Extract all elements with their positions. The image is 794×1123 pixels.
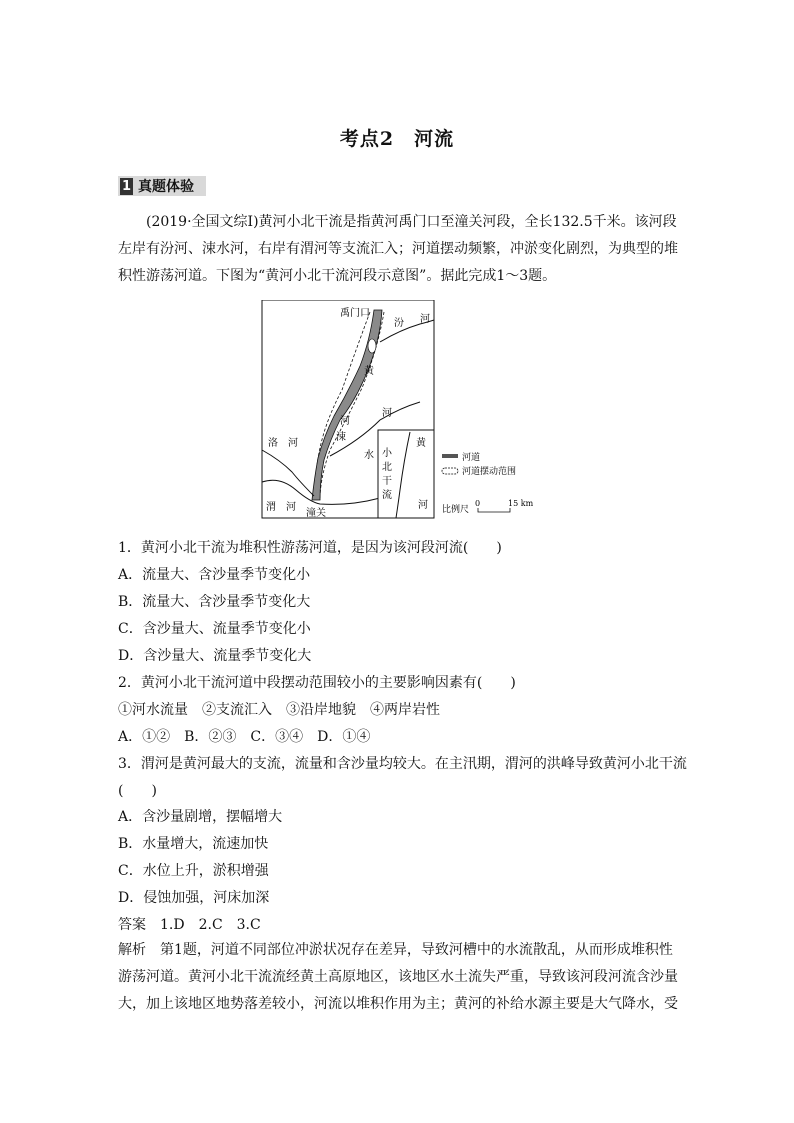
map-label-fen: 河 (420, 314, 430, 325)
map-label-yumenkou: 禹门口 (340, 308, 370, 319)
section-header (118, 176, 206, 196)
scale-bar (478, 508, 510, 512)
inset-label: 北 (382, 462, 392, 473)
analysis-line: 大，加上该地区地势落差较小，河流以堆积作用为主；黄河的补给水源主要是大气降水，受 (118, 996, 678, 1012)
map-label-shui: 河 (382, 408, 392, 419)
legend-channel: 河道 (462, 453, 481, 463)
analysis-paragraph (118, 937, 678, 1018)
scale-end: 15 km (508, 499, 534, 508)
yellow-river-channel (312, 310, 382, 500)
question-3-option-d: D．侵蚀加强，河床加深 (118, 890, 270, 906)
analysis-line: 解析 第1题，河道不同部位冲淤状况存在差异，导致河槽中的水流散乱，从而形成堆积性 (118, 942, 673, 958)
yellow-river-map (260, 300, 540, 520)
analysis-line: 游荡河道。黄河小北干流流经黄土高原地区，该地区水土流失严重，导致该河段河流含沙量 (118, 969, 678, 985)
section-label: 真题体验 (138, 179, 194, 195)
inset-label: 干 (382, 476, 392, 487)
intro-paragraph (118, 209, 678, 290)
map-label-fen: 汾 (394, 318, 404, 329)
question-1-option-d: D．含沙量大、流量季节变化大 (118, 648, 312, 664)
map-label-luo: 河 (288, 438, 298, 449)
inset-label: 流 (382, 490, 392, 501)
question-2-factors: ①河水流量 ②支流汇入 ③沿岸地貌 ④两岸岩性 (118, 702, 440, 718)
question-3-option-b: B．水量增大，流速加快 (118, 836, 269, 852)
question-3-option-c: C．水位上升，淤积增强 (118, 863, 269, 879)
map-label-su: 涑 (336, 432, 346, 443)
inset-label: 河 (418, 500, 428, 511)
legend-scale: 比例尺 (442, 505, 470, 515)
question-1-option-a: A．流量大、含沙量季节变化小 (118, 567, 311, 583)
luo-river (262, 450, 314, 496)
intro-line: (2019·全国文综Ⅰ)黄河小北干流是指黄河禹门口至潼关河段，全长132.5千米。该河段 (146, 214, 677, 230)
question-1-option-b: B．流量大、含沙量季节变化大 (118, 594, 311, 610)
legend-range: 河道摆动范围 (462, 467, 517, 477)
map-label-wei: 河 (286, 502, 296, 513)
map-label-wei: 渭 (266, 502, 276, 513)
inset-label: 黄 (416, 438, 426, 449)
map-label-huang: 黄 (364, 366, 374, 377)
question-1-stem: 1．黄河小北干流为堆积性游荡河道，是因为该河段河流( ) (118, 540, 502, 556)
map-label-huang: 河 (340, 416, 350, 427)
question-2-stem: 2．黄河小北干流河道中段摆动范围较小的主要影响因素有( ) (118, 675, 516, 691)
question-3-option-a: A．含沙量剧增，摆幅增大 (118, 809, 283, 825)
section-number: 1 (121, 178, 132, 194)
question-3-stem: 3．渭河是黄河最大的支流，流量和含沙量均较大。在主汛期，渭河的洪峰导致黄河小北干流 (118, 756, 687, 772)
intro-line: 左岸有汾河、涑水河，右岸有渭河等支流汇入；河道摆动频繁，冲淤变化剧烈，为典型的堆 (118, 241, 678, 257)
answer-line: 答案 1.D 2.C 3.C (118, 917, 261, 933)
question-1-option-c: C．含沙量大、流量季节变化小 (118, 621, 311, 637)
inset-label: 小 (382, 448, 392, 459)
scale-start: 0 (475, 499, 481, 508)
map-label-shui: 水 (364, 450, 374, 461)
page-title: 考点2 河流 (339, 128, 455, 150)
river-island (368, 339, 376, 353)
map-label-tongguan: 潼关 (306, 508, 326, 519)
question-2-options: A．①② B．②③ C．③④ D．①④ (118, 729, 371, 745)
question-3-stem-blank: ( ) (118, 783, 157, 799)
map-label-luo: 洛 (268, 438, 278, 449)
intro-line: 积性游荡河道。下图为“黄河小北干流河段示意图”。据此完成1～3题。 (118, 268, 557, 284)
legend-range-icon (442, 468, 458, 474)
